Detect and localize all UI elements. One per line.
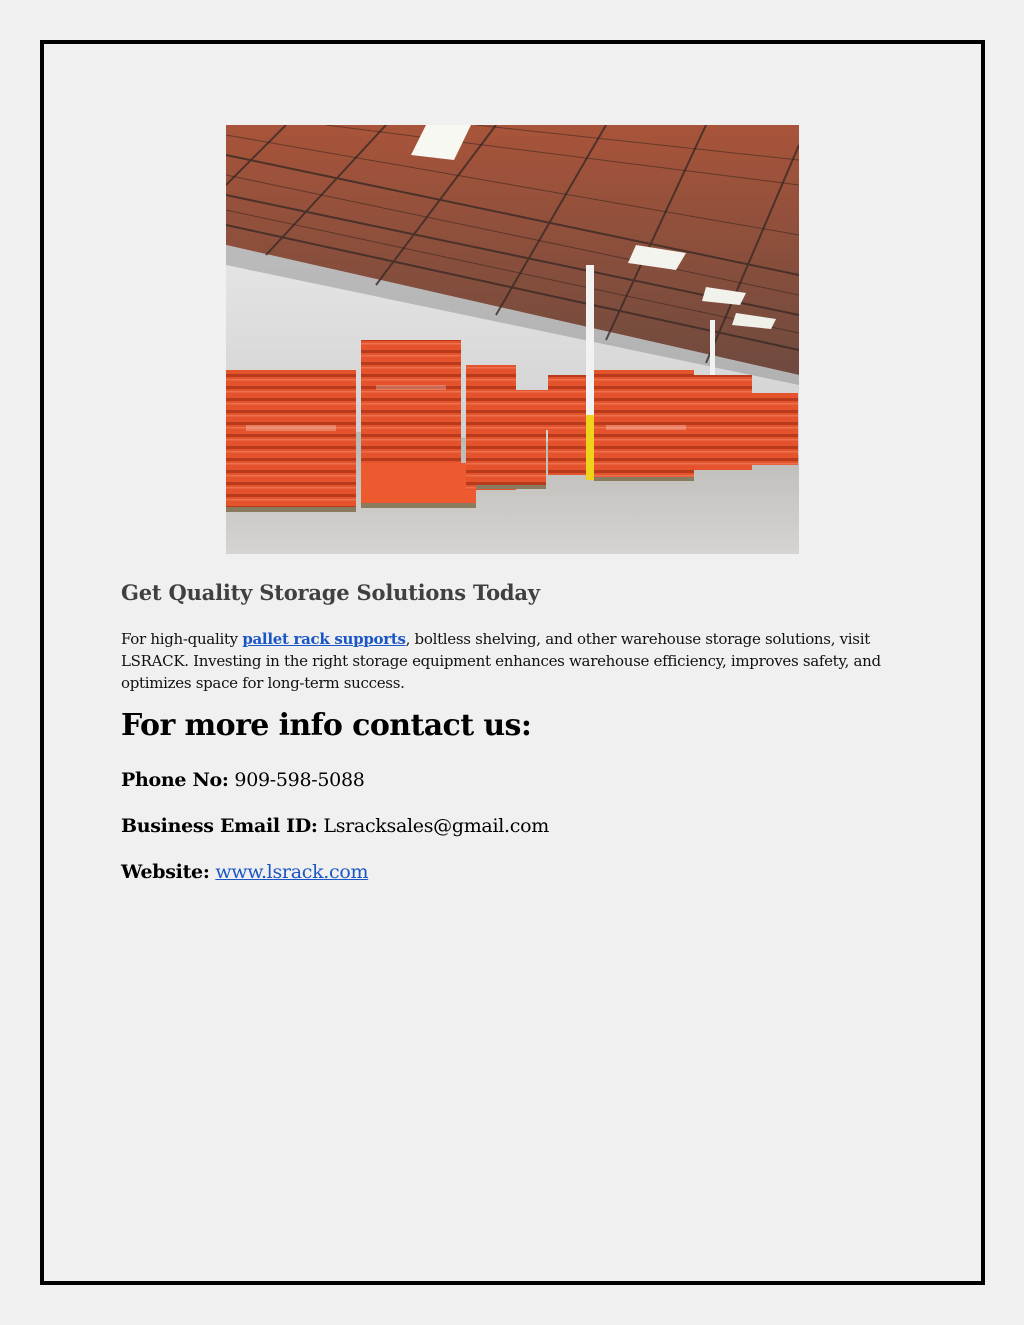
paragraph-text-after-link: , boltless shelving, and other warehouse storage solutions, visit LSRACK. Investing in the right storage equipment enhances warehouse efficiency, improves safety, and optimizes space for long-term success.: [121, 630, 881, 692]
phone-value: 909-598-5088: [234, 769, 365, 791]
contact-heading: For more info contact us:: [121, 708, 532, 743]
email-value: Lsracksales@gmail.com: [323, 815, 549, 837]
email-line: [121, 815, 549, 837]
paragraph-text-before-link: For high-quality: [121, 630, 243, 648]
website-line: [121, 861, 368, 883]
section-heading: Get Quality Storage Solutions Today: [121, 580, 540, 605]
intro-paragraph: [121, 628, 901, 694]
pallet-rack-supports-link[interactable]: pallet rack supports: [242, 630, 406, 648]
phone-line: [121, 769, 365, 791]
email-label: Business Email ID:: [121, 815, 318, 837]
website-label: Website:: [121, 861, 210, 883]
warehouse-photo: [226, 125, 799, 554]
phone-label: Phone No:: [121, 769, 229, 791]
website-link[interactable]: www.lsrack.com: [215, 861, 369, 883]
